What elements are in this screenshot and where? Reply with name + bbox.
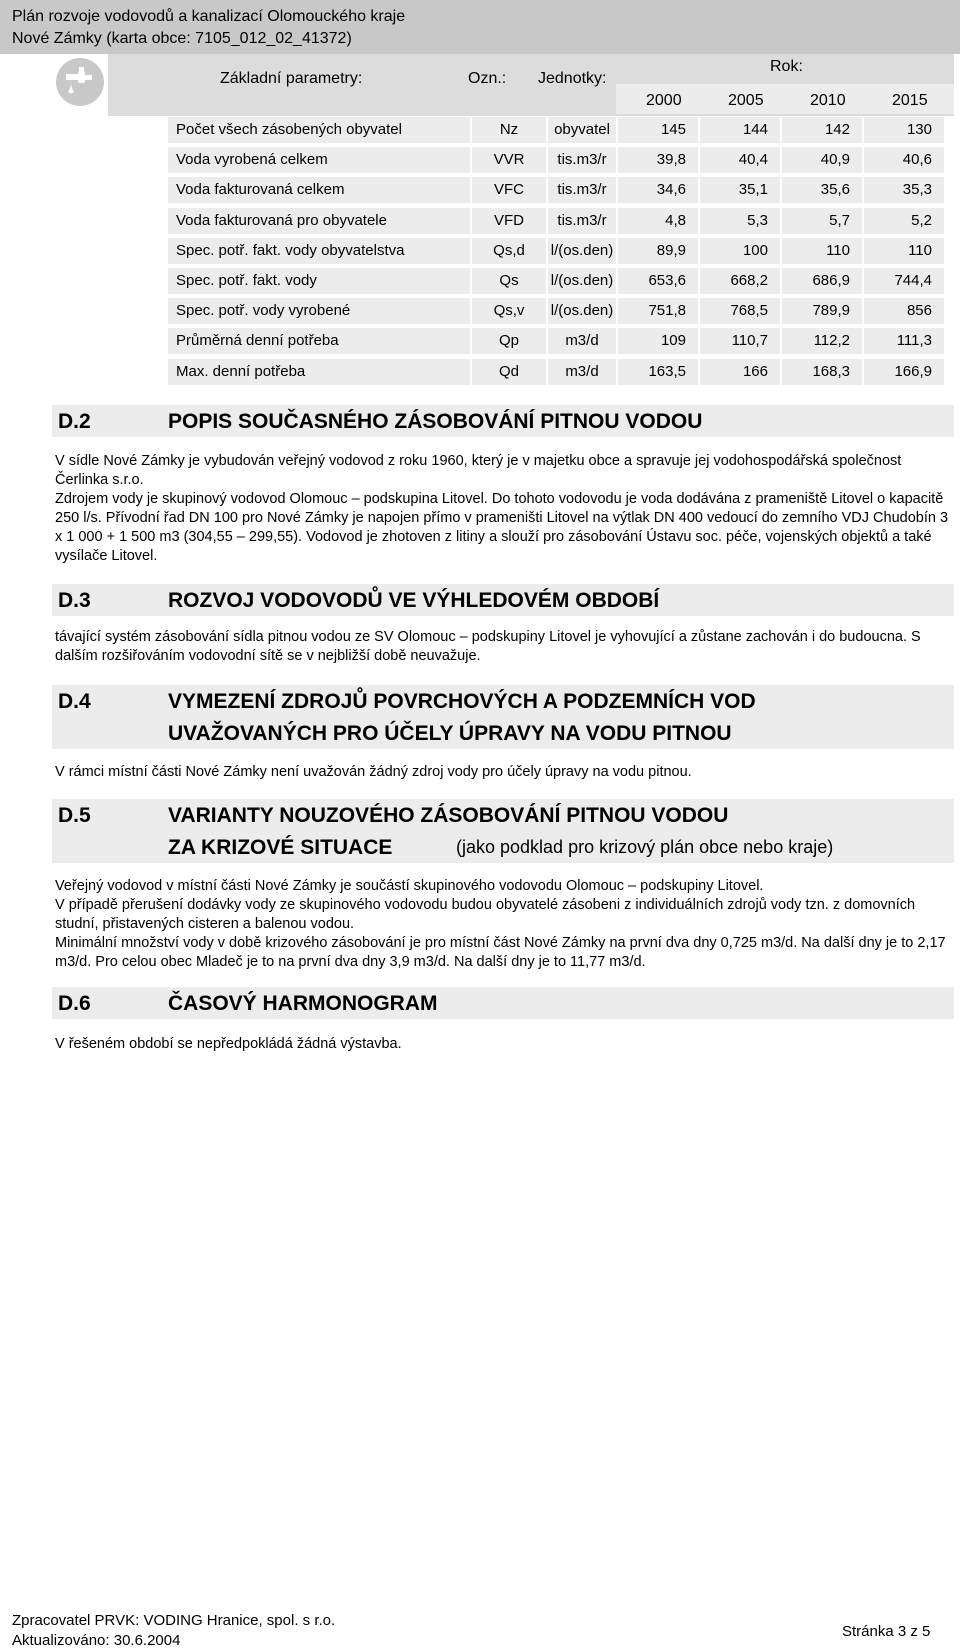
cell-value-2015: 130 bbox=[864, 117, 944, 143]
section-title-line2: UVAŽOVANÝCH PRO ÚČELY ÚPRAVY NA VODU PITNOU bbox=[168, 722, 732, 745]
cell-designation: Qs,d bbox=[472, 238, 546, 264]
cell-value-2010: 35,6 bbox=[782, 177, 862, 203]
section-d3-heading bbox=[52, 584, 954, 616]
section-d2-heading bbox=[52, 405, 954, 437]
cell-value-2000: 163,5 bbox=[618, 359, 698, 385]
cell-value-2000: 751,8 bbox=[618, 298, 698, 324]
cell-units: tis.m3/r bbox=[548, 147, 616, 173]
section-title-line1: VYMEZENÍ ZDROJŮ POVRCHOVÝCH A PODZEMNÍCH VOD bbox=[168, 690, 756, 713]
cell-value-2005: 768,5 bbox=[700, 298, 780, 324]
paragraph: Zdrojem vody je skupinový vodovod Olomouc – podskupina Litovel. Do tohoto vodovodu je voda dodávána z prameniště Litovel o kapacitě 250 l/s. Přívodní řad DN 100 pro Nové Zámky je napojen přímo v prameništi Litovel na výtlak DN 400 vedoucí do zemního VDJ Chudobín 3 x 1 000 + 1 500 m3 (304,55 – 299,55). Vodovod je zhotoven z litiny a slouží pro zásobování Ústavu soc. péče, vojenských objektů a také vysílače Litovel. bbox=[55, 491, 949, 564]
cell-value-2010: 142 bbox=[782, 117, 862, 143]
paragraph: Minimální množství vody v době krizového zásobování je pro místní část Nové Zámky na první dva dny 0,725 m3/d. Na další dny je to 2,17 m3/d. Pro celou obec Mladeč je to na první dva dny 3,9 m3/d. Na další dny je to 11,77 m3/d. bbox=[55, 935, 946, 970]
cell-value-2000: 4,8 bbox=[618, 208, 698, 234]
cell-designation: Nz bbox=[472, 117, 546, 143]
paragraph: Veřejný vodovod v místní části Nové Zámky je součástí skupinového vodovodu Olomouc – podskupiny Litovel. bbox=[55, 878, 764, 894]
cell-units: l/(os.den) bbox=[548, 298, 616, 324]
cell-designation: Qs bbox=[472, 268, 546, 294]
footer-updated: Aktualizováno: 30.6.2004 bbox=[12, 1632, 181, 1649]
section-title: POPIS SOUČASNÉHO ZÁSOBOVÁNÍ PITNOU VODOU bbox=[168, 410, 703, 433]
cell-value-2015: 856 bbox=[864, 298, 944, 324]
section-title: ROZVOJ VODOVODŮ VE VÝHLEDOVÉM OBDOBÍ bbox=[168, 589, 660, 612]
cell-value-2005: 40,4 bbox=[700, 147, 780, 173]
cell-value-2005: 100 bbox=[700, 238, 780, 264]
cell-parameter: Voda vyrobená celkem bbox=[168, 147, 470, 173]
water-tap-logo-icon bbox=[56, 58, 104, 106]
cell-value-2005: 144 bbox=[700, 117, 780, 143]
table-row bbox=[0, 268, 960, 294]
cell-parameter: Spec. potř. vody vyrobené bbox=[168, 298, 470, 324]
table-row bbox=[0, 208, 960, 234]
cell-value-2010: 5,7 bbox=[782, 208, 862, 234]
cell-value-2005: 35,1 bbox=[700, 177, 780, 203]
section-d4-text bbox=[55, 763, 955, 782]
cell-value-2000: 109 bbox=[618, 328, 698, 354]
cell-value-2015: 166,9 bbox=[864, 359, 944, 385]
cell-value-2000: 39,8 bbox=[618, 147, 698, 173]
section-title-note: (jako podklad pro krizový plán obce nebo kraje) bbox=[456, 837, 834, 857]
column-header-year: Rok: bbox=[770, 58, 803, 75]
section-d5-text bbox=[55, 877, 955, 972]
cell-units: m3/d bbox=[548, 359, 616, 385]
cell-value-2010: 112,2 bbox=[782, 328, 862, 354]
section-title: ČASOVÝ HARMONOGRAM bbox=[168, 992, 438, 1015]
cell-parameter: Voda fakturovaná celkem bbox=[168, 177, 470, 203]
cell-designation: Qs,v bbox=[472, 298, 546, 324]
section-number: D.3 bbox=[58, 589, 91, 612]
cell-parameter: Voda fakturovaná pro obyvatele bbox=[168, 208, 470, 234]
cell-parameter: Počet všech zásobených obyvatel bbox=[168, 117, 470, 143]
cell-value-2010: 168,3 bbox=[782, 359, 862, 385]
cell-value-2010: 686,9 bbox=[782, 268, 862, 294]
footer-page-number: Stránka 3 z 5 bbox=[842, 1623, 931, 1640]
cell-value-2010: 789,9 bbox=[782, 298, 862, 324]
section-number: D.5 bbox=[58, 804, 91, 827]
footer-processor: Zpracovatel PRVK: VODING Hranice, spol. s r.o. bbox=[12, 1612, 336, 1629]
cell-value-2005: 5,3 bbox=[700, 208, 780, 234]
table-row bbox=[0, 359, 960, 385]
paragraph: V případě přerušení dodávky vody ze skupinového vodovodu budou obyvatelé zásobeni z individuálních zdrojů vody tzn. z domovních studní, přistavených cisteren a balenou vodou. bbox=[55, 897, 916, 932]
section-number: D.4 bbox=[58, 690, 91, 713]
header-subtitle: Nové Zámky (karta obce: 7105_012_02_41372) bbox=[12, 30, 352, 47]
section-d6-text bbox=[55, 1035, 955, 1054]
table-row bbox=[0, 147, 960, 173]
year-2015: 2015 bbox=[892, 92, 928, 109]
cell-value-2015: 110 bbox=[864, 238, 944, 264]
cell-value-2005: 166 bbox=[700, 359, 780, 385]
section-number: D.2 bbox=[58, 410, 91, 433]
cell-parameter: Spec. potř. fakt. vody obyvatelstva bbox=[168, 238, 470, 264]
cell-units: l/(os.den) bbox=[548, 268, 616, 294]
table-row bbox=[0, 177, 960, 203]
paragraph: V řešeném období se nepředpokládá žádná výstavba. bbox=[55, 1036, 402, 1052]
cell-value-2015: 111,3 bbox=[864, 328, 944, 354]
cell-value-2010: 110 bbox=[782, 238, 862, 264]
cell-value-2000: 89,9 bbox=[618, 238, 698, 264]
cell-parameter: Průměrná denní potřeba bbox=[168, 328, 470, 354]
section-number: D.6 bbox=[58, 992, 91, 1015]
table-row bbox=[0, 117, 960, 143]
paragraph: V sídle Nové Zámky je vybudován veřejný vodovod z roku 1960, který je v majetku obce a spravuje jej vodohospodářská společnost Čerlinka s.r.o. bbox=[55, 453, 902, 488]
header-title: Plán rozvoje vodovodů a kanalizací Olomouckého kraje bbox=[12, 8, 406, 25]
paragraph: távající systém zásobování sídla pitnou vodou ze SV Olomouc – podskupiny Litovel je vyhovující a zůstane zachován i do budoucna. S dalším rozšiřováním vodovodní sítě se v nejbližší době neuvažuje. bbox=[55, 629, 921, 664]
cell-designation: VFD bbox=[472, 208, 546, 234]
cell-value-2000: 653,6 bbox=[618, 268, 698, 294]
table-row bbox=[0, 328, 960, 354]
section-d4-heading bbox=[52, 685, 954, 749]
cell-units: obyvatel bbox=[548, 117, 616, 143]
cell-value-2015: 35,3 bbox=[864, 177, 944, 203]
cell-units: tis.m3/r bbox=[548, 208, 616, 234]
cell-parameter: Max. denní potřeba bbox=[168, 359, 470, 385]
cell-designation: Qd bbox=[472, 359, 546, 385]
table-row bbox=[0, 238, 960, 264]
column-header-units: Jednotky: bbox=[538, 70, 607, 87]
cell-units: m3/d bbox=[548, 328, 616, 354]
column-header-parameters: Základní parametry: bbox=[220, 70, 363, 87]
section-d6-heading bbox=[52, 987, 954, 1019]
cell-value-2000: 34,6 bbox=[618, 177, 698, 203]
section-d3-text bbox=[55, 628, 955, 666]
year-2000: 2000 bbox=[646, 92, 682, 109]
section-title-line1: VARIANTY NOUZOVÉHO ZÁSOBOVÁNÍ PITNOU VODOU bbox=[168, 804, 729, 827]
year-header-row bbox=[616, 84, 954, 114]
year-2010: 2010 bbox=[810, 92, 846, 109]
cell-parameter: Spec. potř. fakt. vody bbox=[168, 268, 470, 294]
cell-designation: Qp bbox=[472, 328, 546, 354]
cell-value-2015: 5,2 bbox=[864, 208, 944, 234]
cell-units: l/(os.den) bbox=[548, 238, 616, 264]
document-header bbox=[0, 0, 960, 54]
column-header-designation: Ozn.: bbox=[468, 70, 507, 87]
cell-designation: VVR bbox=[472, 147, 546, 173]
paragraph: V rámci místní části Nové Zámky není uvažován žádný zdroj vody pro účely úpravy na vodu pitnou. bbox=[55, 764, 692, 780]
section-title-line2: ZA KRIZOVÉ SITUACE bbox=[168, 836, 393, 859]
table-row bbox=[0, 298, 960, 324]
cell-value-2000: 145 bbox=[618, 117, 698, 143]
cell-value-2015: 744,4 bbox=[864, 268, 944, 294]
cell-units: tis.m3/r bbox=[548, 177, 616, 203]
cell-value-2015: 40,6 bbox=[864, 147, 944, 173]
year-2005: 2005 bbox=[728, 92, 764, 109]
cell-value-2005: 110,7 bbox=[700, 328, 780, 354]
cell-value-2010: 40,9 bbox=[782, 147, 862, 173]
cell-value-2005: 668,2 bbox=[700, 268, 780, 294]
section-d5-heading bbox=[52, 799, 954, 863]
cell-designation: VFC bbox=[472, 177, 546, 203]
section-d2-text bbox=[55, 452, 955, 566]
